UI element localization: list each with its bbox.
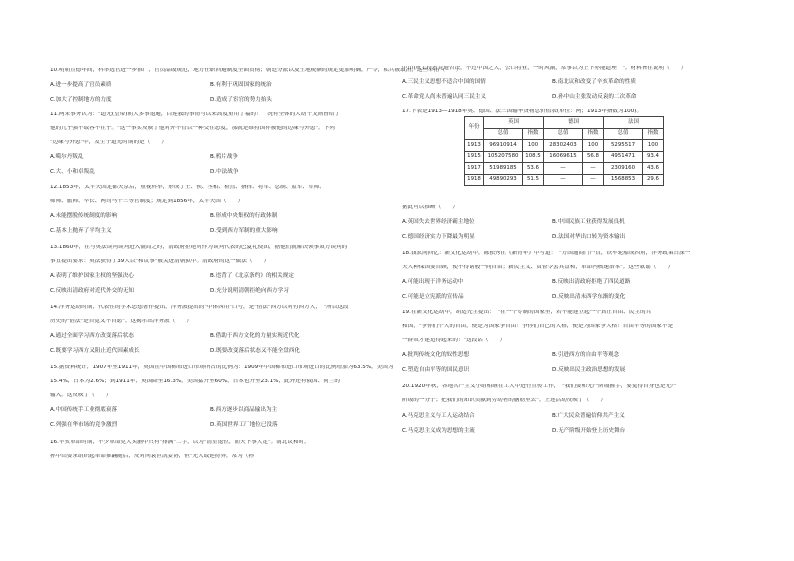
table-header-france: 法国 xyxy=(604,117,664,129)
table-cell: 53.6 xyxy=(523,163,544,175)
table-header-germany: 德国 xyxy=(544,117,604,129)
q18-option-d[interactable]: D.反映出清末西学东渐的变化 xyxy=(552,294,626,300)
question-19-line-3: 一群奴才建造得起来的！"这段话（ ） xyxy=(402,338,506,343)
question-15-line-2: 15.4%，日本为2.6%；到1911年，英国降至16.3%，美国猛升至60%，日本也升至23.1%，此外还有俄国、荷兰的 xyxy=(50,379,340,384)
table-cell-year: 1918 xyxy=(465,174,484,186)
q16-option-d[interactable]: D.孙中山主张发动反袁的二次革命 xyxy=(552,94,637,100)
table-cell: 100 xyxy=(643,140,664,152)
table-subheader-index: 指数 xyxy=(523,128,544,140)
q17-option-d[interactable]: D.法国对华出口转为资本输出 xyxy=(552,234,626,240)
q14-option-c[interactable]: C.既要学习西方又阻止近代因素成长 xyxy=(50,348,140,354)
q20-option-b[interactable]: B.广大民众普遍信仰共产主义 xyxy=(552,413,625,419)
table-row xyxy=(465,163,664,175)
q13-option-b[interactable]: B.违背了《北京条约》的相关规定 xyxy=(210,273,294,279)
table-header-year: 年份 xyxy=(465,117,484,140)
question-11-line-1: 11.两宋事务认为："道光(皇帝)朝大多事退避，白莲教的事情与以来高度重用了福的！ 况有全体的大动干戈则皆给了 xyxy=(50,112,340,117)
table-cell: 29.6 xyxy=(643,174,664,186)
q11-option-c[interactable]: C.大、小和卓叛乱 xyxy=(50,169,95,175)
q15-option-d[interactable]: D.英国世界工厂地位已没落 xyxy=(210,422,278,428)
question-15-line-1: 15.据资料统计，1907年至1911年，英国在中国棉布进口市场所占的比例为：1909年中国棉布进口市场进口的比例增加为63.5%，美国为 xyxy=(50,365,394,370)
question-10-text: 10.明朝宣德年间，科举选官进一步推广，官员品级规范，地方任职回避制度全面贯彻；朝廷分派以及土地税额的规定更加明确，严令，私兵被取消，这些举措（ ） xyxy=(50,68,462,73)
table-cell: 100 xyxy=(583,140,604,152)
question-18-line-1: 18.钱玄同回忆：新文化运动中，陈独秀在《新青年》中写道： "万国通商门户直，铁车轮船成四角，洋务政策日深一 xyxy=(402,251,691,256)
q13-option-d[interactable]: D.充分说明清朝拒绝向西方学习 xyxy=(210,288,289,294)
q17-option-b[interactable]: B.中国民族工业获得发展良机 xyxy=(552,219,625,225)
question-15-line-3: 输入。这反映了（ ） xyxy=(50,393,112,398)
table-cell: 96910914 xyxy=(484,140,523,152)
q15-option-a[interactable]: A.中国传统手工业彻底衰落 xyxy=(50,407,118,413)
table-cell: 108.5 xyxy=(523,151,544,163)
q14-option-a[interactable]: A.通过全面学习西方改变落后状态 xyxy=(50,333,134,339)
q18-option-b[interactable]: B.反映出清政府拒绝了四民道路 xyxy=(552,279,631,285)
question-14-line-2: 历史的"借法"是自觉又不自愿"。这揭示出洋务派（ ） xyxy=(50,319,192,324)
q10-option-a[interactable]: A.进一步提高了官员素质 xyxy=(50,82,112,88)
q20-option-c[interactable]: C.马克思主义成为思想的主流 xyxy=(402,428,475,434)
table-cell: 1568853 xyxy=(604,174,643,186)
q17-option-c[interactable]: C.德国经济实力下降最为明显 xyxy=(402,234,475,240)
table-cell: 49890293 xyxy=(484,174,523,186)
table-cell: 93.4 xyxy=(643,151,664,163)
table-row xyxy=(465,174,664,186)
table-cell: — xyxy=(583,174,604,186)
q15-option-c[interactable]: C.列强在华市场的竞争激烈 xyxy=(50,422,118,428)
q19-option-a[interactable]: A.批判传统文化的奴性思想 xyxy=(402,352,470,358)
table-cell: 105207580 xyxy=(484,151,523,163)
q11-option-b[interactable]: B.鸦片战争 xyxy=(210,154,238,160)
table-cell: 28302403 xyxy=(544,140,583,152)
q13-option-c[interactable]: C.反映出清政府对近代外交的无知 xyxy=(50,288,134,294)
q19-option-b[interactable]: B.引进西方的自由平等观念 xyxy=(552,352,620,358)
table-cell: 4951471 xyxy=(604,151,643,163)
q10-option-b[interactable]: B.有利于巩固国家的统治 xyxy=(210,82,272,88)
table-subheader-total: 总值 xyxy=(544,128,583,140)
q16-option-c[interactable]: C.革命党人尚未普遍认同三民主义 xyxy=(402,94,486,100)
q19-option-c[interactable]: C.塑造自由平等的国民意识 xyxy=(402,367,470,373)
table-cell: 51.5 xyxy=(523,174,544,186)
question-12-line-1: 12.1853年，太平天国定都天京后，重视科举，形成了王、侯、丞相、检点、指挥、将军、总制、监军、军帅、 xyxy=(50,185,325,190)
table-subheader-index: 指数 xyxy=(643,128,664,140)
table-cell: 56.8 xyxy=(583,151,604,163)
q15-option-b[interactable]: B.西方逐步以商品输出为主 xyxy=(210,407,278,413)
question-16-line-2: 孙中山要求组织起革命推翻随后，反对向袁世凯妥协，但"光人取延持异，常为（孙 xyxy=(50,454,254,459)
question-20-line-2: 阶级的一分子；把我们的知识贡献到劳动者的脑筋里去"。上述活动反映了（ ） xyxy=(402,398,606,403)
q12-option-c[interactable]: C.基本上抛弃了平均主义 xyxy=(50,228,112,234)
question-19-line-2: 和国，"争你们个人的自由，便是为国家争自由！争你们自己的人格，便是为国家争人格！自由平等的国家不是 xyxy=(402,324,674,329)
table-cell: 43.6 xyxy=(643,163,664,175)
q16-option-a[interactable]: A.三民主义思想不适合中国的国情 xyxy=(402,79,486,85)
q12-option-d[interactable]: D.受到西方军制的重大影响 xyxy=(210,228,278,234)
table-cell: 100 xyxy=(523,140,544,152)
table-subheader-total: 总值 xyxy=(604,128,643,140)
question-11-line-3: "边缘与外患"中，发生于道光时期的是（ ） xyxy=(50,140,168,145)
q20-option-d[interactable]: D.无产阶级开始登上历史舞台 xyxy=(552,428,626,434)
q17-option-a[interactable]: A.英国失去世界经济霸主地位 xyxy=(402,219,475,225)
question-20-line-1: 20.1920年秋，各地共产主义小组相继在工人中进行宣传工作， "我们要和无产阶级握手，要觉得自身也是无产 xyxy=(402,384,677,389)
table-cell: 2309160 xyxy=(604,163,643,175)
q14-option-d[interactable]: D.既要改变落后状态又不能全盘西化 xyxy=(210,348,300,354)
q19-option-d[interactable]: D.反映出民主政治思想的发展 xyxy=(552,367,626,373)
table-cell: — xyxy=(544,163,583,175)
table-subheader-index: 指数 xyxy=(583,128,604,140)
table-cell: — xyxy=(544,174,583,186)
table-cell: — xyxy=(583,163,604,175)
question-14-line-1: 14.洋务运动时期，代表性的学术思想著作提出，洋务派提出的"中体西用"口号，是"借法"西方以对付西方人， "所以这段 xyxy=(50,305,349,310)
question-18-line-2: 天人种保国要自顾，使不得诸般一同自由；新民主义、赏督令罢其盘和，革命内核速治本"。这些歌谣（ ） xyxy=(402,265,674,270)
q18-option-c[interactable]: C.可能是立宪派的宣传品 xyxy=(402,294,464,300)
table-row xyxy=(465,151,664,163)
q10-option-d[interactable]: D.造成了宦官的势力抬头 xyxy=(210,97,273,103)
q14-option-b[interactable]: B.借助于西方文化的力量实现近代化 xyxy=(210,333,300,339)
question-16-line-1: 16.辛亥革命时期，不少革命党人头脑中只有"排满"二字，以为"清室退位，而天下事大定"。南北议和时， xyxy=(50,440,310,445)
table-cell-year: 1913 xyxy=(465,140,484,152)
table-cell: 5295517 xyxy=(604,140,643,152)
q11-option-a[interactable]: A.噶尔丹叛乱 xyxy=(50,154,84,160)
q10-option-c[interactable]: C.加大了控制地方的力度 xyxy=(50,97,112,103)
question-17-text: 17.下表是1913—1918年英、德国、法三国输华货物总价值表(单位：两；1913年指数为100)。 xyxy=(402,109,643,114)
export-value-table xyxy=(464,116,664,186)
question-11-line-2: 他的几乎强不取容不在乎。"这一事实反映了他对外不管以一种交往态度，那就是维持国祚被他的边缘与外患"。下列 xyxy=(50,126,335,131)
q20-option-a[interactable]: A.马克思主义与工人运动结合 xyxy=(402,413,475,419)
table-subheader-total: 总值 xyxy=(484,128,523,140)
q12-option-b[interactable]: B.形成中央集权的行政体制 xyxy=(210,213,278,219)
q13-option-a[interactable]: A.表明了维护国家主权的坚强决心 xyxy=(50,273,134,279)
question-13-line-1: 13.1860年，在与英法谈判谈判进入僵局之时，清政府拒绝对作为谈判代表的巴夏礼使团，据他们就解决领事双方谈判的 xyxy=(50,245,348,250)
q11-option-d[interactable]: D.中法战争 xyxy=(210,169,239,175)
question-17-prompt: 据此可以推断（ ） xyxy=(402,205,458,210)
question-19-line-1: 19.在新文化运动中，胡适先生提出： "在一个专制的国家里，若不能建立起一个真正自由、民主的共 xyxy=(402,310,652,315)
question-12-line-2: 师帅、旅帅、卒长、两司马十三等官制度；规定到1856年，太平天国（ ） xyxy=(50,199,244,204)
q12-option-a[interactable]: A.未能摆脱传统制度的影响 xyxy=(50,213,118,219)
question-13-line-2: 事宜提出要求：英法获得了39人以"和议事"被关进清朝狱中。清政府的这一做法（ ） xyxy=(50,259,270,264)
q18-option-a[interactable]: A.可能出现于洋务运动中 xyxy=(402,279,464,285)
question-16-line-3: 中山)所主持者竟遭否决，不过中国之大，公口将业，一时风潮，常事以为上下亦能道理 "。材料旨在说明（ ） xyxy=(402,66,687,71)
q16-option-b[interactable]: B.南北议和改变了辛亥革命的性质 xyxy=(552,79,636,85)
table-header-britain: 英国 xyxy=(484,117,544,129)
table-cell: 51989185 xyxy=(484,163,523,175)
table-row xyxy=(465,140,664,152)
table-cell-year: 1917 xyxy=(465,163,484,175)
table-cell: 16069615 xyxy=(544,151,583,163)
table-cell-year: 1915 xyxy=(465,151,484,163)
